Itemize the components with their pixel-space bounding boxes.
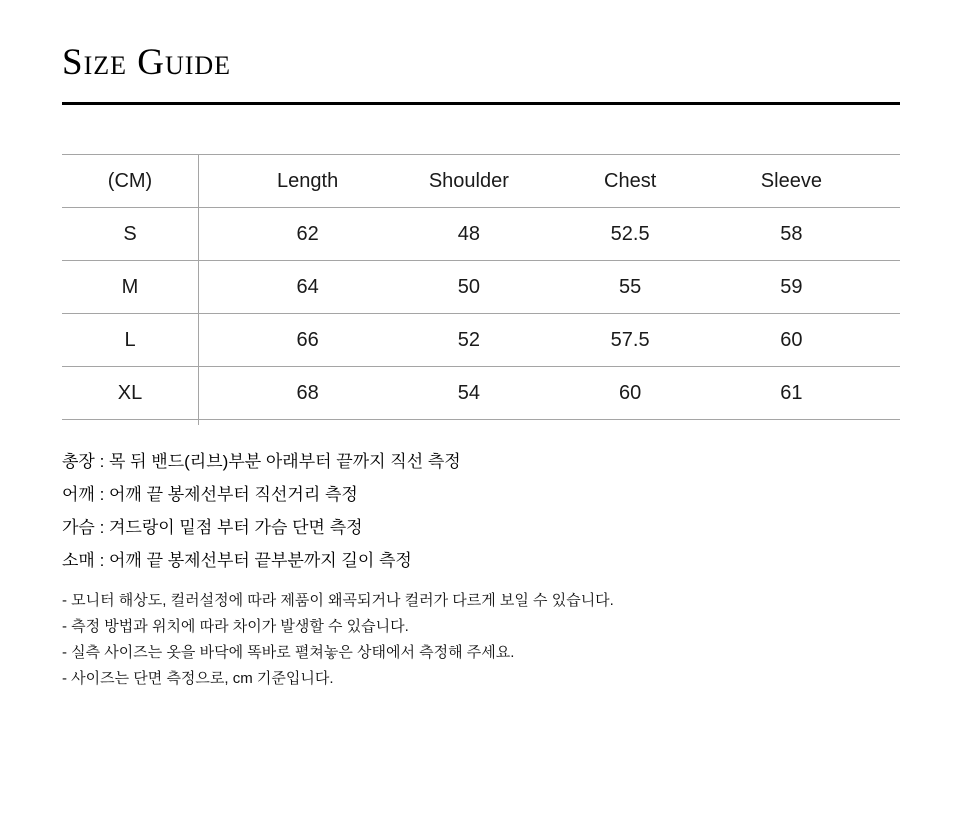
value-length: 66: [296, 328, 319, 351]
unit-header-cell: (CM): [62, 155, 199, 207]
value-shoulder: 48: [457, 222, 480, 245]
value-chest: 57.5: [610, 328, 650, 351]
row-values: [199, 261, 900, 313]
table-header-row: [62, 155, 900, 208]
value-shoulder: 54: [457, 381, 480, 404]
note-unit: - 사이즈는 단면 측정으로, cm 기준입니다.: [62, 670, 334, 687]
row-values: [199, 314, 900, 366]
column-divider-stub: [198, 420, 199, 425]
table-row-s: [62, 208, 900, 261]
measure-line-chest: 가슴 : 겨드랑이 밑점 부터 가슴 단면 측정: [62, 518, 363, 537]
measurement-guide: [62, 445, 900, 577]
column-header-chest: Chest: [604, 169, 657, 192]
value-chest: 60: [619, 381, 642, 404]
size-label: L: [62, 314, 199, 366]
table-row-l: [62, 314, 900, 367]
row-values: [199, 367, 900, 419]
value-length: 64: [296, 275, 319, 298]
value-length: 68: [296, 381, 319, 404]
value-chest: 55: [619, 275, 642, 298]
notes: [62, 588, 900, 692]
header-cells: [199, 155, 900, 207]
value-sleeve: 60: [780, 328, 803, 351]
value-shoulder: 52: [457, 328, 480, 351]
column-header-sleeve: Sleeve: [760, 169, 822, 192]
measure-line-shoulder: 어깨 : 어깨 끝 봉제선부터 직선거리 측정: [62, 485, 358, 504]
size-table: [62, 154, 900, 420]
row-values: [199, 208, 900, 260]
value-shoulder: 50: [457, 275, 480, 298]
measure-line-total-length: 총장 : 목 뒤 밴드(리브)부분 아래부터 끝까지 직선 측정: [62, 452, 461, 471]
column-header-length: Length: [277, 169, 339, 192]
value-sleeve: 59: [780, 275, 803, 298]
note-flat: - 실측 사이즈는 옷을 바닥에 똑바로 펼쳐놓은 상태에서 측정해 주세요.: [62, 644, 515, 661]
size-label: M: [62, 261, 199, 313]
value-length: 62: [296, 222, 319, 245]
note-method: - 측정 방법과 위치에 따라 차이가 발생할 수 있습니다.: [62, 618, 409, 635]
value-sleeve: 61: [780, 381, 803, 404]
page-title: Size Guide: [62, 42, 232, 83]
table-row-m: [62, 261, 900, 314]
value-chest: 52.5: [610, 222, 650, 245]
note-monitor: - 모니터 해상도, 컬러설정에 따라 제품이 왜곡되거나 컬러가 다르게 보일 수 있습니다.: [62, 592, 614, 609]
table-row-xl: [62, 367, 900, 420]
title-divider-rule: [62, 102, 900, 105]
size-label: S: [62, 208, 199, 260]
value-sleeve: 58: [780, 222, 803, 245]
measure-line-sleeve: 소매 : 어깨 끝 봉제선부터 끝부분까지 길이 측정: [62, 551, 412, 570]
column-header-shoulder: Shoulder: [428, 169, 509, 192]
size-label: XL: [62, 367, 199, 419]
